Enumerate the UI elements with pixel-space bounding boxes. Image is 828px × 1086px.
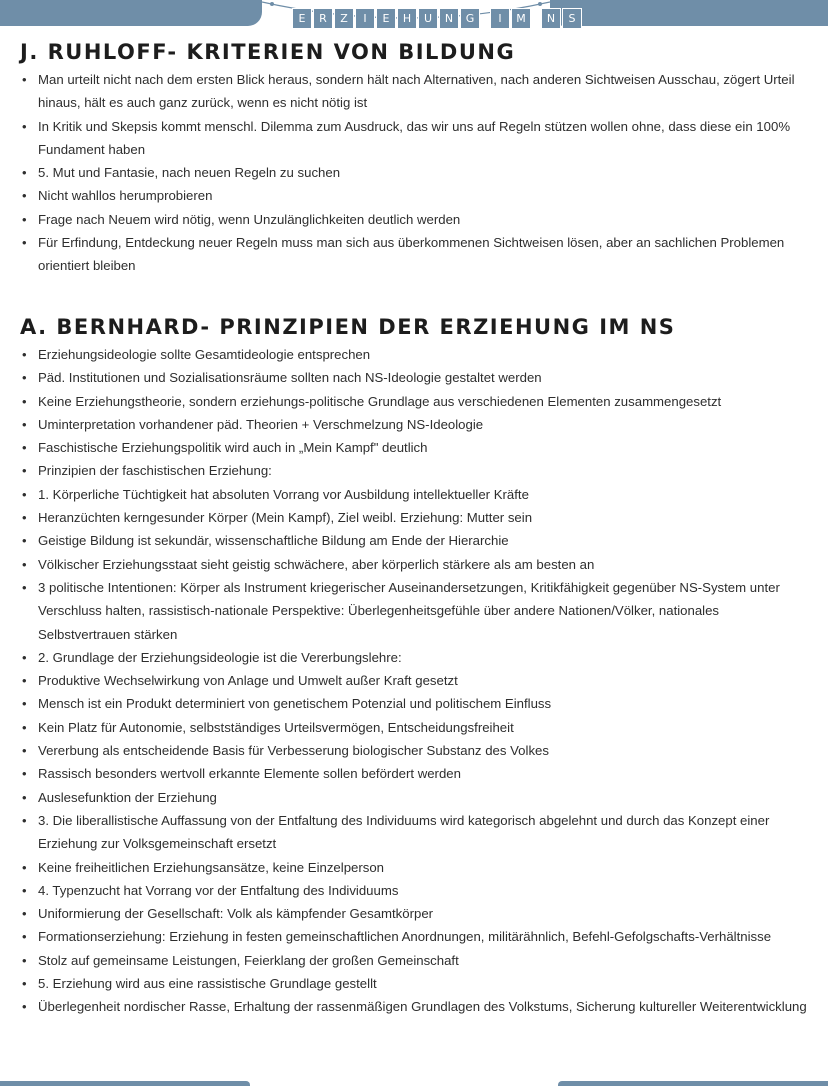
- banner-flag: E: [376, 8, 396, 29]
- section-ruhloff: [20, 40, 810, 278]
- list-item: • In Kritik und Skepsis kommt menschl. Dilemma zum Ausdruck, das wir uns auf Regeln stützen wollen ohne, dass diese ein 100% Fundament haben: [20, 115, 810, 162]
- list-item: • 5. Mut und Fantasie, nach neuen Regeln zu suchen: [20, 161, 810, 184]
- list-item: • 1. Körperliche Tüchtigkeit hat absoluten Vorrang vor Ausbildung intellektueller Kräfte: [20, 483, 810, 506]
- banner-flag: [481, 8, 489, 29]
- list-item: • Heranzüchten kerngesunder Körper (Mein Kampf), Ziel weibl. Erziehung: Mutter sein: [20, 506, 810, 529]
- banner-flag: E: [292, 8, 312, 29]
- list-item: • Rassisch besonders wertvoll erkannte Elemente sollen befördert werden: [20, 762, 810, 785]
- list-item: • Für Erfindung, Entdeckung neuer Regeln muss man sich aus überkommenen Sichtweisen lösen, aber an sachlichen Problemen orientiert bleiben: [20, 231, 810, 278]
- section-bernhard: [20, 315, 810, 1019]
- footer-bar-right: [558, 1081, 828, 1086]
- list-item: • Kein Platz für Autonomie, selbstständiges Urteilsvermögen, Entscheidungsfreiheit: [20, 716, 810, 739]
- list-item: • Prinzipien der faschistischen Erziehung:: [20, 459, 810, 482]
- list-item: • 3 politische Intentionen: Körper als Instrument kriegerischer Auseinandersetzungen, Kritikfähigkeit gegenüber NS-System unter Verschluss halten, rassistisch-nationale Perspektive: Überlegenheitsgefühle über andere Nationen/Völker, nationales Selbstvertrauen stärken: [20, 576, 810, 646]
- bullet-list: [20, 343, 810, 1019]
- list-item: • Keine Erziehungstheorie, sondern erziehungs-politische Grundlage aus verschiedenen Elementen zusammengesetzt: [20, 390, 810, 413]
- list-item: • Geistige Bildung ist sekundär, wissenschaftliche Bildung am Ende der Hierarchie: [20, 529, 810, 552]
- list-item: • Frage nach Neuem wird nötig, wenn Unzulänglichkeiten deutlich werden: [20, 208, 810, 231]
- list-item: • Nicht wahllos herumprobieren: [20, 184, 810, 207]
- list-item: • Überlegenheit nordischer Rasse, Erhaltung der rassenmäßigen Grundlagen des Volkstums, Sicherung kultureller Weiterentwicklung: [20, 995, 810, 1018]
- banner-flag: N: [541, 8, 561, 29]
- header-bar-right: [550, 0, 828, 26]
- header-title-banner: [292, 8, 583, 29]
- section-heading: J. RUHLOFF- KRITERIEN VON BILDUNG: [20, 40, 516, 64]
- banner-flag: U: [418, 8, 438, 29]
- list-item: • Auslesefunktion der Erziehung: [20, 786, 810, 809]
- banner-flag: S: [562, 8, 582, 29]
- banner-flag: M: [511, 8, 531, 29]
- list-item: • Vererbung als entscheidende Basis für Verbesserung biologischer Substanz des Volkes: [20, 739, 810, 762]
- list-item: • Päd. Institutionen und Sozialisationsräume sollten nach NS-Ideologie gestaltet werden: [20, 366, 810, 389]
- banner-flag: Z: [334, 8, 354, 29]
- banner-flag: I: [490, 8, 510, 29]
- banner-flag: R: [313, 8, 333, 29]
- list-item: • Völkischer Erziehungsstaat sieht geistig schwächere, aber körperlich stärkere als am besten an: [20, 553, 810, 576]
- banner-flag: N: [439, 8, 459, 29]
- banner-flag: [532, 8, 540, 29]
- footer-bar-left: [0, 1081, 250, 1086]
- list-item: • Uminterpretation vorhandener päd. Theorien + Verschmelzung NS-Ideologie: [20, 413, 810, 436]
- list-item: • Produktive Wechselwirkung von Anlage und Umwelt außer Kraft gesetzt: [20, 669, 810, 692]
- list-item: • Faschistische Erziehungspolitik wird auch in „Mein Kampf" deutlich: [20, 436, 810, 459]
- list-item: • 3. Die liberallistische Auffassung von der Entfaltung des Individuums wird kategorisch abgelehnt und durch das Konzept einer Erziehung zur Volksgemeinschaft ersetzt: [20, 809, 810, 856]
- list-item: • Mensch ist ein Produkt determiniert von genetischem Potenzial und politischem Einfluss: [20, 692, 810, 715]
- banner-flag: I: [355, 8, 375, 29]
- banner-flag: H: [397, 8, 417, 29]
- bullet-list: [20, 68, 810, 278]
- list-item: • 4. Typenzucht hat Vorrang vor der Entfaltung des Individuums: [20, 879, 810, 902]
- list-item: • Man urteilt nicht nach dem ersten Blick heraus, sondern hält nach Alternativen, nach anderen Sichtweisen Ausschau, zögert Urteil hinaus, hält es auch ganz zurück, wenn es nicht nötig ist: [20, 68, 810, 115]
- list-item: • Uniformierung der Gesellschaft: Volk als kämpfender Gesamtkörper: [20, 902, 810, 925]
- list-item: • Stolz auf gemeinsame Leistungen, Feierklang der großen Gemeinschaft: [20, 949, 810, 972]
- header-bar-left: [0, 0, 262, 26]
- list-item: • Erziehungsideologie sollte Gesamtideologie entsprechen: [20, 343, 810, 366]
- section-heading: A. BERNHARD- PRINZIPIEN DER ERZIEHUNG IM NS: [20, 315, 676, 339]
- list-item: • Keine freiheitlichen Erziehungsansätze, keine Einzelperson: [20, 856, 810, 879]
- list-item: • Formationserziehung: Erziehung in festen gemeinschaftlichen Anordnungen, militärähnlich, Befehl-Gefolgschafts-Verhältnisse: [20, 925, 810, 948]
- list-item: • 2. Grundlage der Erziehungsideologie ist die Vererbungslehre:: [20, 646, 810, 669]
- list-item: • 5. Erziehung wird aus eine rassistische Grundlage gestellt: [20, 972, 810, 995]
- banner-flag: G: [460, 8, 480, 29]
